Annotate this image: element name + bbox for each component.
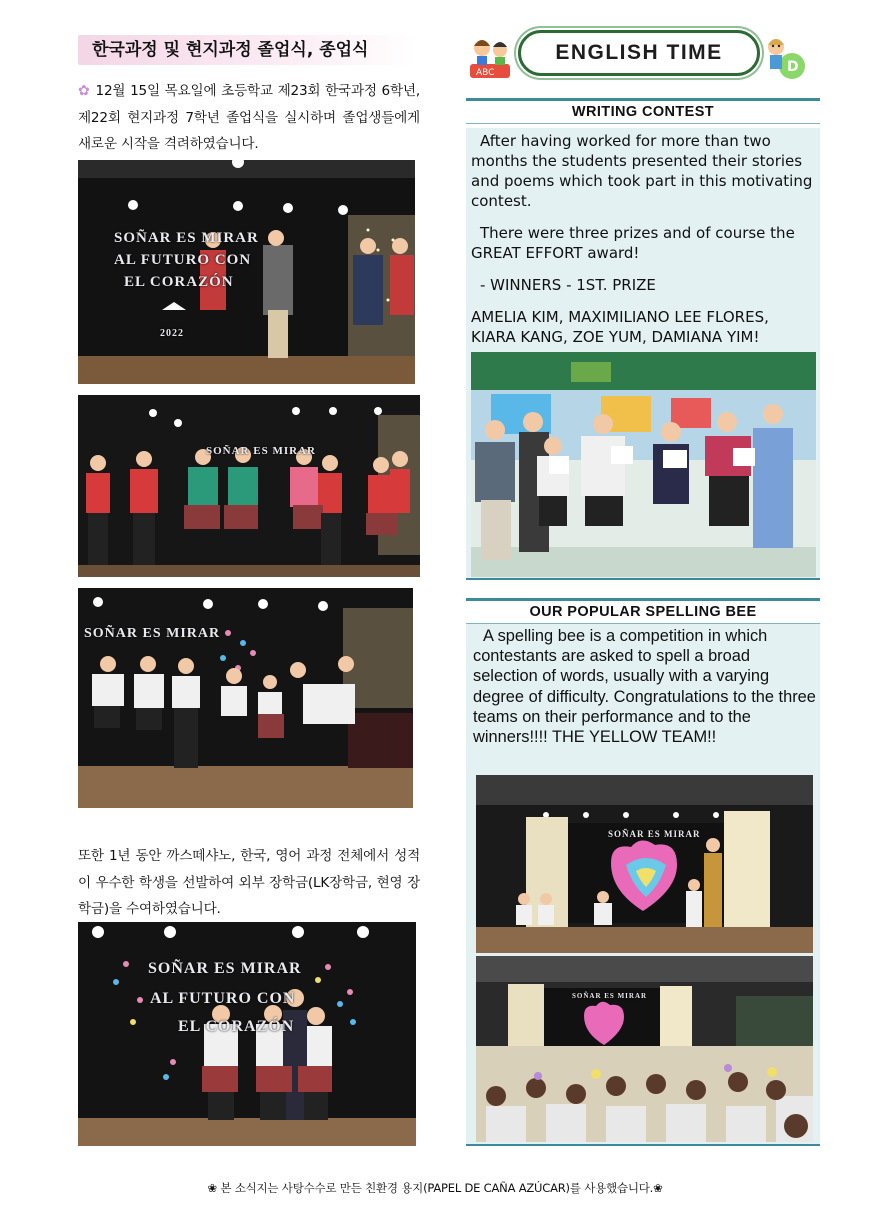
- spelling-bee-title: OUR POPULAR SPELLING BEE: [466, 598, 820, 624]
- svg-text:ABC: ABC: [476, 68, 495, 78]
- photo-spelling-bee-stage: [476, 775, 813, 953]
- stage-banner-line2-photo4: AL FUTURO CON: [150, 990, 296, 1007]
- cartoon-children-left-icon: [468, 34, 514, 82]
- writing-contest-title: WRITING CONTEST: [466, 98, 820, 124]
- writing-contest-winners-names: AMELIA KIM, MAXIMILIANO LEE FLORES, KIARA KANG, ZOE YUM, DAMIANA YIM!: [471, 308, 769, 346]
- photo-graduation-stage-1: [78, 160, 415, 384]
- english-time-heading: ENGLISH TIME: [518, 30, 760, 76]
- korean-section-title: 한국과정 및 현지과정 졸업식, 종업식: [78, 35, 418, 65]
- photo-writing-contest-winners: [471, 352, 816, 577]
- footer-paper-notice: ❀ 본 소식지는 사탕수수로 만든 친환경 용지(PAPEL DE CAÑA AZÚCAR)를 사용했습니다.❀: [207, 1181, 663, 1195]
- flower-bullet-icon: ✿: [78, 83, 90, 99]
- stage-banner-line2: AL FUTURO CON: [114, 252, 252, 268]
- photo-spelling-bee-audience: [476, 956, 813, 1142]
- stage-banner-line1-photo7: SOÑAR ES MIRAR: [572, 992, 648, 1000]
- photo-scholarship-students: [78, 922, 416, 1146]
- stage-banner-year: 2022: [160, 328, 184, 339]
- spelling-bee-text: [473, 626, 818, 747]
- graduation-paragraph: [78, 78, 420, 158]
- stage-banner-line1-photo4: SOÑAR ES MIRAR: [148, 960, 302, 977]
- writing-contest-intro: After having worked for more than two months the students presented their stories and poems which took part in this motivating contest.: [471, 132, 813, 210]
- stage-banner-line1: SOÑAR ES MIRAR: [114, 230, 259, 246]
- stage-banner-line1-photo6: SOÑAR ES MIRAR: [608, 829, 701, 839]
- stage-banner-line3: EL CORAZÓN: [124, 274, 234, 290]
- spelling-bee-description: A spelling bee is a competition in which contestants are asked to spell a broad selection of words, usually with a varying degree of difficulty. Congratulations to the three teams on their performance and to the winners!!!! THE YELLOW TEAM!!: [473, 627, 816, 747]
- cartoon-children-right-icon: [762, 34, 808, 82]
- stage-banner-line3-photo4: EL CORAZÓN: [178, 1018, 295, 1035]
- stage-banner-line1-photo2: SOÑAR ES MIRAR: [206, 445, 316, 457]
- writing-contest-text: [471, 131, 817, 347]
- graduation-text: 12월 15일 목요일에 초등학교 제23회 한국과정 6학년, 제22회 현지과정 7학년 졸업식을 실시하며 졸업생들에게 새로운 시작을 격려하였습니다.: [78, 83, 420, 152]
- stage-banner-line1-photo3: SOÑAR ES MIRAR: [84, 626, 221, 641]
- photo-student-performance: [78, 395, 420, 577]
- writing-contest-prizes: There were three prizes and of course the GREAT EFFORT award!: [471, 224, 795, 262]
- scholarship-paragraph: 또한 1년 동안 까스떼샤노, 한국, 영어 과정 전체에서 성적이 우수한 학생을 선발하여 외부 장학금(LK장학금, 현영 장학금)을 수여하였습니다.: [78, 848, 420, 917]
- writing-contest-winners-label: - WINNERS - 1ST. PRIZE: [480, 276, 656, 294]
- photo-award-presentation: [78, 588, 413, 808]
- svg-text:D: D: [787, 59, 799, 75]
